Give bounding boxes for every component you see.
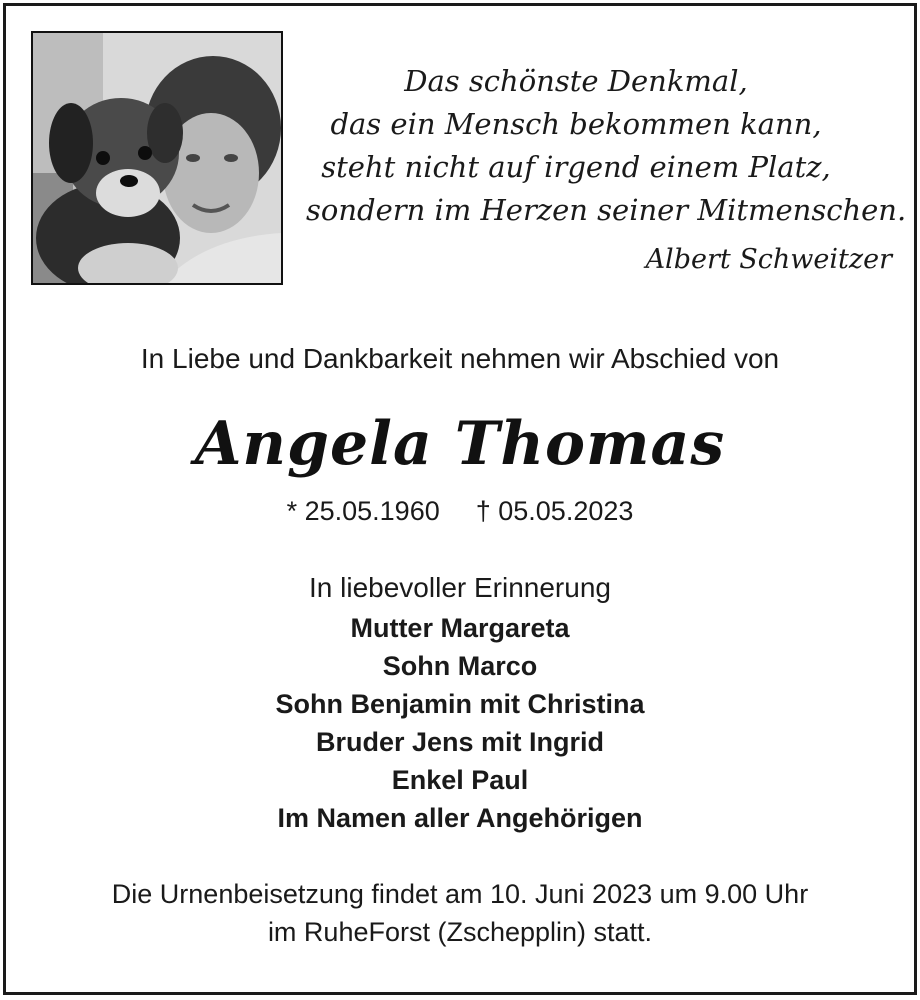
death-date: † 05.05.2023 xyxy=(475,496,634,526)
quote-line: das ein Mensch bekommen kann, xyxy=(330,107,822,141)
portrait-photo xyxy=(31,31,283,285)
portrait-image xyxy=(33,33,281,283)
obituary-frame xyxy=(3,3,917,995)
mourner-name: Sohn Benjamin mit Christina xyxy=(275,689,645,719)
mourner-name: Sohn Marco xyxy=(382,651,538,681)
quote-line: sondern im Herzen seiner Mitmenschen. xyxy=(306,193,907,227)
deceased-name: Angela Thomas xyxy=(194,409,726,479)
quote-line: steht nicht auf irgend einem Platz, xyxy=(321,150,831,184)
mourner-name: Enkel Paul xyxy=(391,765,529,795)
mourner-name: Mutter Margareta xyxy=(350,613,570,643)
mourner-name: Im Namen aller Angehörigen xyxy=(277,803,643,833)
quote-author: Albert Schweitzer xyxy=(645,244,892,275)
memory-heading: In liebevoller Erinnerung xyxy=(309,572,611,603)
funeral-line: im RuheForst (Zschepplin) statt. xyxy=(267,917,653,947)
quote-line: Das schönste Denkmal, xyxy=(404,64,748,98)
funeral-line: Die Urnenbeisetzung findet am 10. Juni 2023 um 9.00 Uhr xyxy=(111,879,809,909)
life-dates xyxy=(6,496,914,527)
mourner-name: Bruder Jens mit Ingrid xyxy=(315,727,605,757)
funeral-info xyxy=(6,875,914,951)
mourners-list xyxy=(6,609,914,837)
birth-date: * 25.05.1960 xyxy=(286,496,440,526)
farewell-intro: In Liebe und Dankbarkeit nehmen wir Abschied von xyxy=(140,343,780,374)
quote-block xyxy=(306,60,907,232)
